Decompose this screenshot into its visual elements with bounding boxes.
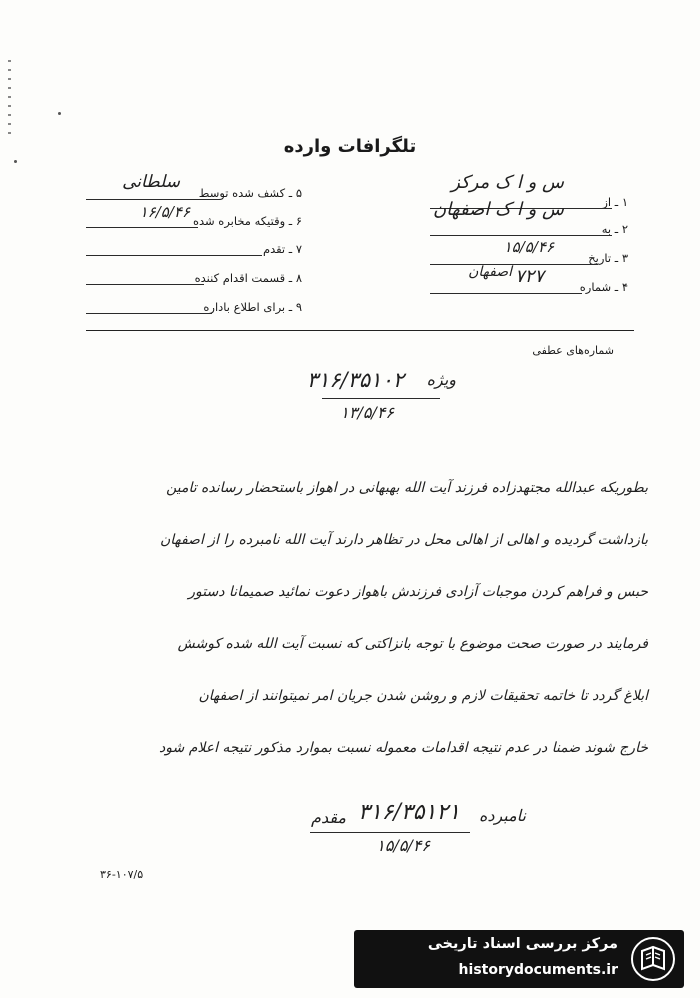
reference-underline (322, 398, 440, 399)
field-date-label: ۳ ـ تاریخ (588, 251, 628, 265)
field-action-unit-line (86, 284, 204, 285)
closing-date: ۱۵/۵/۴۶ (376, 836, 430, 855)
reference-date: ۱۳/۵/۴۶ (340, 403, 394, 422)
field-number-line (430, 293, 582, 294)
field-number-value: ۷۲۷ (514, 266, 544, 287)
reference-label: شماره‌های عطفی (532, 344, 614, 357)
margin-dot (14, 160, 17, 163)
field-decoded-by-line (86, 199, 220, 200)
body-line: فرمایند در صورت صحت موضوع با توجه بانزاکتی که نسبت آیت الله شده کوشش (177, 636, 648, 652)
closing-prefix: نامبرده (478, 806, 526, 825)
watermark-url: historydocuments.ir (458, 962, 618, 978)
book-emblem-icon (630, 936, 676, 982)
closing-number: ۳۱۶/۳۵۱۲۱ (358, 800, 460, 825)
field-decoded-by-value: سلطانی (122, 172, 180, 192)
field-transmitted-line (86, 227, 198, 228)
field-info-label: ۹ ـ برای اطلاع باداره (203, 300, 302, 314)
field-date-value: ۱۵/۵/۴۶ (503, 238, 554, 256)
field-to-value: س و ا ک اصفهان (432, 199, 564, 220)
body-line: ابلاغ گردد تا خاتمه تحقیقات لازم و روشن شدن جریان امر نمیتوانند از اصفهان (198, 688, 648, 704)
field-transmitted-label: ۶ ـ وقتیکه مخابره شده (192, 214, 302, 228)
field-decoded-by-label: ۵ ـ کشف شده توسط (198, 186, 302, 200)
reference-number: ۳۱۶/۳۵۱۰۲ (306, 368, 404, 392)
field-action-unit-label: ۸ ـ قسمت اقدام کننده (194, 271, 302, 285)
field-priority-label: ۷ ـ تقدم (262, 242, 302, 256)
watermark-title: مرکز بررسی اسناد تاریخی (427, 936, 618, 952)
field-to-label: ۲ ـ به (601, 222, 628, 236)
footer-code: ۳۶-۱۰۷/۵ (100, 868, 144, 881)
body-line: خارج شوند ضمنا در عدم نتیجه اقدامات معموله نسبت بموارد مذکور نتیجه اعلام شود (159, 740, 648, 756)
field-number-label: ۴ ـ شماره (579, 280, 628, 294)
field-date-line (430, 264, 598, 265)
field-transmitted-value: ۱۶/۵/۴۶ (139, 203, 190, 221)
field-from-value: س و ا ک مرکز (451, 172, 564, 193)
document-title: تلگرافات وارده (283, 136, 417, 157)
closing-underline (310, 832, 470, 833)
margin-dot (58, 112, 61, 115)
header-divider (86, 330, 634, 331)
body-line: حبس و فراهم کردن موجبات آزادی فرزندش باهواز دعوت نمائید صمیمانا دستور (188, 584, 648, 600)
field-info-line (86, 313, 212, 314)
margin-marks (8, 60, 11, 140)
body-line: بازداشت گردیده و اهالی از اهالی محل در تظاهر دارند آیت الله نامبرده را از اصفهان (159, 532, 648, 548)
field-to-line (430, 235, 612, 236)
archive-watermark (354, 930, 684, 988)
body-line: بطوریکه عبدالله مجتهدزاده فرزند آیت الله بهبهانی در اهواز باستحضار رسانده تامین (166, 480, 648, 496)
field-number-extra: اصفهان (468, 264, 512, 280)
field-from-label: ۱ ـ از (602, 195, 628, 209)
field-priority-line (86, 255, 262, 256)
reference-prefix: ویژه (426, 370, 456, 389)
closing-suffix: مقدم (311, 808, 346, 827)
